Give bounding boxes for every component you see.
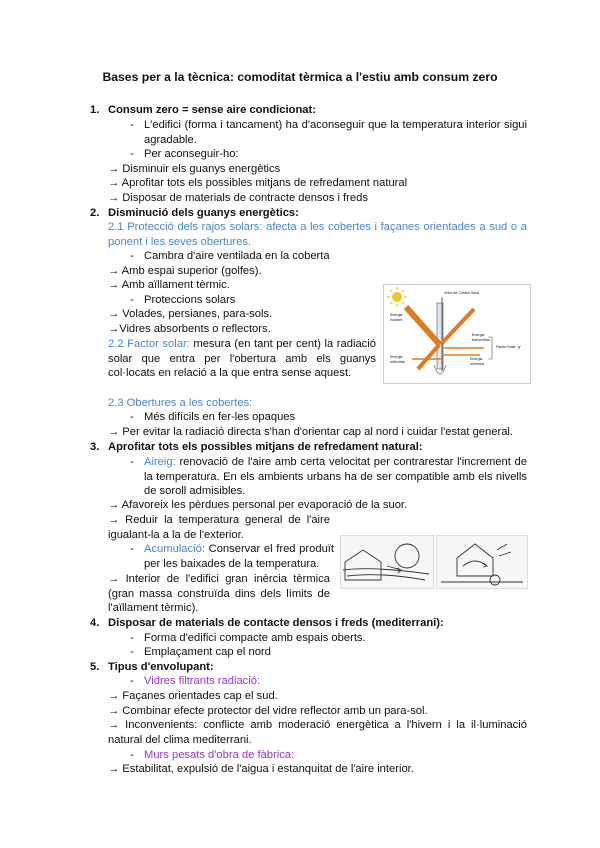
section-2-heading: Disminució dels guanys energètics:: [108, 207, 299, 219]
s5-arrow-1: → Façanes orientades cap el sud.: [108, 690, 278, 702]
factor-solar-label: 2.2 Factor solar:: [108, 338, 190, 350]
s4-bullet-1: Forma d'edifici compacte amb espais oberts.: [144, 632, 366, 644]
s2-arrow-3: → Volades, persianes, para-sols.: [108, 308, 273, 320]
section-1-number: 1.: [90, 104, 100, 116]
s1-arrow-3: → Disposar de materials de contracte densos i freds: [108, 192, 368, 204]
s5-arrow-2: → Combinar efecte protector del vidre reflector amb un para-sol.: [108, 705, 428, 717]
bullet-dash: -: [130, 675, 134, 687]
s3-arrow-3: → Interior de l'edifici gran inèrcia tèrmica (gran massa construïda dins dels límits de l'aïllament tèrmic).: [108, 573, 330, 614]
label-solar-factor: Factor Solar "g": [496, 345, 522, 349]
aireig-label: Aireig:: [144, 456, 176, 468]
solar-glass-diagram: [383, 284, 531, 384]
s1-bullet-2: Per aconseguir-ho:: [144, 148, 239, 160]
s2-arrow-2: → Amb aïllament tèrmic.: [108, 279, 230, 291]
acumulacio-text: Conservar el fred produït per les baixades de la temperatura.: [144, 543, 335, 570]
ventilation-sketch-2: [436, 535, 528, 589]
section-4-number: 4.: [90, 617, 100, 629]
section-3-heading: Aprofitar tots els possibles mitjans de refredament natural:: [108, 441, 423, 453]
section-5-number: 5.: [90, 661, 100, 673]
section-2-number: 2.: [90, 207, 100, 219]
label-incident-energy: Energia incident: [390, 313, 403, 322]
bullet-dash: -: [130, 749, 134, 761]
s2-sub-2-1: 2.1 Protecció dels rajos solars: afecta a les cobertes i façanes orientades a sud o a ponent i les seves obertures.: [108, 221, 527, 248]
s5-bullet-1: Vidres filtrants radiació:: [144, 675, 261, 687]
s1-arrow-2: → Aprofitar tots els possibles mitjans de refredament natural: [108, 177, 408, 189]
label-transmitted-energy: Energia transmitida: [472, 333, 490, 342]
s3-arrow-2: → Reduir la temperatura general de l'aire igualant-la a la de l'exterior.: [108, 514, 330, 541]
page-title: Bases per a la tècnica: comoditat tèrmica a l'estiu amb consum zero: [102, 70, 498, 84]
bullet-dash: -: [130, 646, 134, 658]
bullet-dash: -: [130, 148, 134, 160]
bullet-dash: -: [130, 543, 134, 555]
s1-bullet-1: L'edifici (forma i tancament) ha d'aconseguir que la temperatura interior sigui agradable.: [144, 119, 527, 146]
s1-arrow-1: → Disminuir els guanys energètics: [108, 163, 281, 175]
label-solar-control-glass: Vidre de Control Solar: [444, 291, 480, 295]
section-1-heading: Consum zero = sense aire condicionat:: [108, 104, 316, 116]
s2-bullet-1: Cambra d'aire ventilada en la coberta: [144, 250, 330, 262]
s2-bullet-2: Proteccions solars: [144, 294, 236, 306]
reflected-ray: [418, 345, 439, 369]
sun-icon: [387, 287, 407, 307]
ventilation-sketch-2-svg: [437, 536, 527, 588]
bullet-dash: -: [130, 632, 134, 644]
s5-bullet-2: Murs pesats d'obra de fàbrica:: [144, 749, 295, 761]
bullet-dash: -: [130, 119, 134, 131]
ventilation-sketch-1-svg: [341, 536, 433, 588]
s2-arrow-5: → Per evitar la radiació directa s'han d'orientar cap al nord i cuidar l'estat general.: [108, 426, 514, 438]
s2-arrow-1: → Amb espai superior (golfes).: [108, 265, 262, 277]
s5-arrow-4: → Estabilitat, expulsió de l'aigua i estanquitat de l'aire interior.: [108, 763, 414, 775]
s2-arrow-4: →Vidres absorbents o reflectors.: [108, 323, 271, 335]
s3-bullet-acumulacio: [144, 542, 334, 571]
section-3-number: 3.: [90, 441, 100, 453]
bullet-dash: -: [130, 456, 134, 468]
bullet-dash: -: [130, 411, 134, 423]
bullet-dash: -: [130, 294, 134, 306]
s2-sub-2-3: 2.3 Obertures a les cobertes:: [108, 397, 253, 409]
solar-glass-svg: [384, 285, 530, 383]
s4-bullet-2: Emplaçament cap el nord: [144, 646, 271, 658]
ventilation-sketch-1: [340, 535, 434, 589]
section-4-heading: Disposar de materials de contacte densos i freds (mediterrani):: [108, 617, 444, 629]
factor-solar-text: mesura (en tant per cent) la radiació solar que entra per l'obertura amb els guanys col·locats en relació a la que entra sense aquest.: [108, 338, 376, 379]
label-reemitted-energy: Energia reemesa: [470, 357, 484, 366]
s3-arrow-1: → Afavoreix les pèrdues personal per evaporació de la suor.: [108, 499, 408, 511]
acumulacio-label: Acumulació:: [144, 543, 205, 555]
s2-bullet-3: Més difícils en fer-les opaques: [144, 411, 296, 423]
aireig-text: renovació de l'aire amb certa velocitat per contrarestar l'increment de la temperatura. En els ambients urbans ha de ser compatible amb els nivells de soroll admisibles.: [144, 456, 527, 497]
section-5-heading: Tipus d'envolupant:: [108, 661, 214, 673]
s2-sub-2-2: [108, 337, 376, 381]
s5-arrow-3: → Inconvenients: conflicte amb moderació energètica a l'hivern i la il·luminació natural del clima mediterrani.: [108, 719, 527, 746]
label-reflected-energy: Energia reflectida: [390, 355, 405, 364]
s3-bullet-aireig: [144, 455, 527, 499]
bullet-dash: -: [130, 250, 134, 262]
transmitted-ray: [442, 309, 474, 343]
